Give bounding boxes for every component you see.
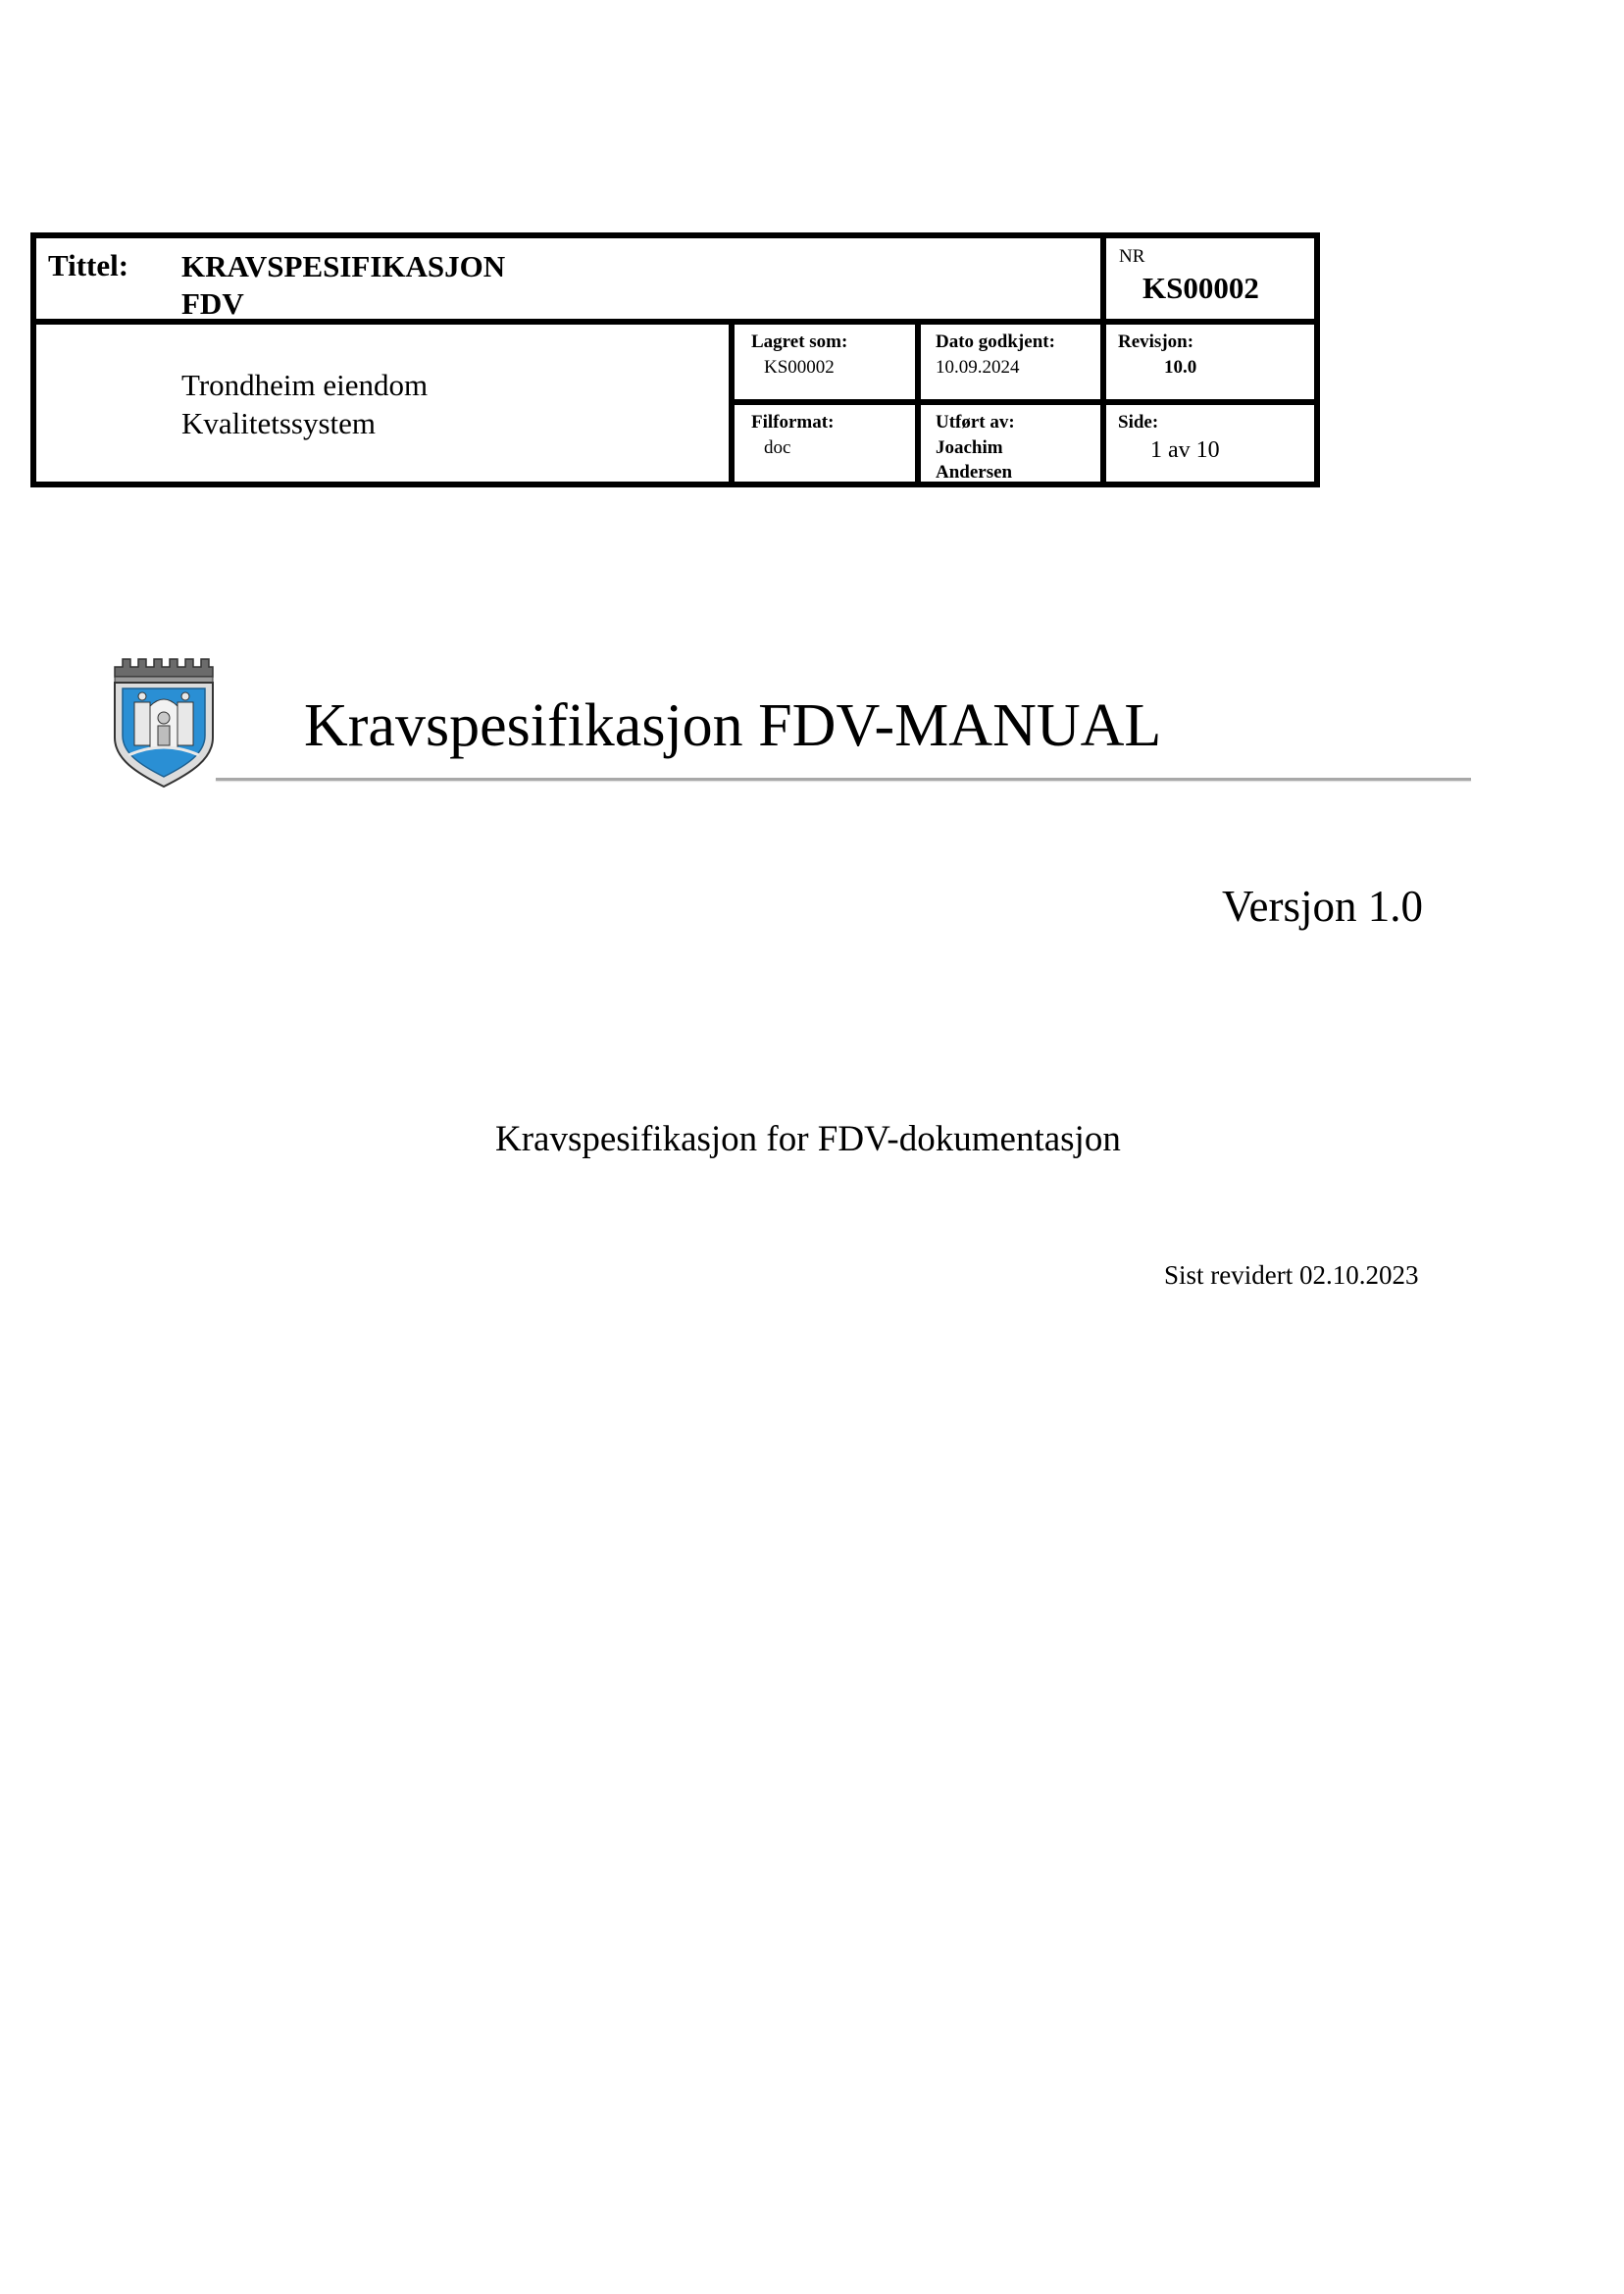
title-label: Tittel: <box>48 248 129 282</box>
document-version: Versjon 1.0 <box>1222 882 1423 931</box>
approved-date-label: Dato godkjent: <box>936 331 1055 352</box>
performed-by-label: Utført av: <box>936 412 1015 433</box>
coat-of-arms-icon <box>109 657 219 789</box>
performed-by-line-2: Andersen <box>936 462 1013 483</box>
title-value <box>181 248 505 323</box>
file-format-label: Filformat: <box>751 412 835 433</box>
saved-as-label: Lagret som: <box>751 331 848 352</box>
revision-value: 10.0 <box>1164 357 1197 378</box>
document-subtitle: Kravspesifikasjon for FDV-dokumentasjon <box>495 1119 1121 1159</box>
header-divider <box>729 399 1314 405</box>
organization-line-2: Kvalitetssystem <box>181 406 377 440</box>
nr-label: NR <box>1119 246 1145 267</box>
page-value: 1 av 10 <box>1150 437 1220 463</box>
saved-as-value: KS00002 <box>764 357 835 378</box>
last-revised: Sist revidert 02.10.2023 <box>1164 1260 1419 1290</box>
nr-value: KS00002 <box>1142 271 1259 305</box>
file-format-value: doc <box>764 437 791 458</box>
performed-by-line-1: Joachim <box>936 437 1003 458</box>
organization-line-1: Trondheim eiendom <box>181 368 429 402</box>
title-line-1: KRAVSPESIFIKASJON <box>181 249 506 283</box>
document-title: Kravspesifikasjon FDV-MANUAL <box>304 692 1162 759</box>
title-underline <box>216 778 1471 781</box>
organization <box>181 366 428 442</box>
revision-label: Revisjon: <box>1118 331 1194 352</box>
document-header-table <box>30 232 1320 487</box>
approved-date-value: 10.09.2024 <box>936 357 1020 378</box>
header-divider <box>1100 238 1106 319</box>
title-line-2: FDV <box>181 286 244 321</box>
page-label: Side: <box>1118 412 1159 433</box>
